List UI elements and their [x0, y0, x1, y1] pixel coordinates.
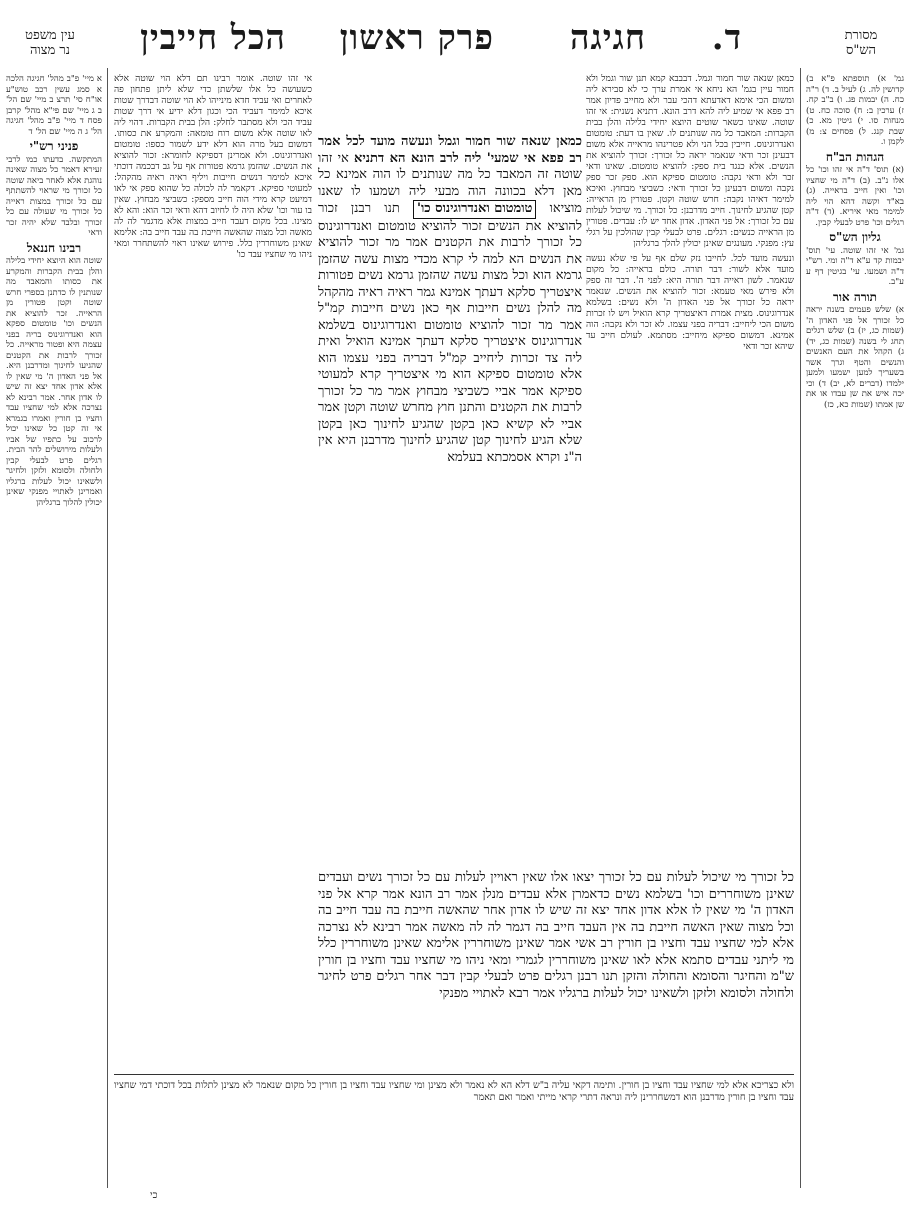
page-header: [0, 6, 914, 66]
gemara-body-5: שאינן משוחררין אלימא שאינן משוחררין כלל מי ליתני עבדים סתמא אלא לאו שאינן משוחררין לגמרי ומאי ניהו מי שחציו עבד וחציו בן חורין ש"מ והחיגר והסומא והחולה והזקן תנו רבנן רגלים פרט לבעלי קבין דבר אחר רגלים פרט לחיגר ולחולה ולסומא ולזקן ולשאינו יכול לעלות ברגליו אמר רבא לאתויי מפנקי: [318, 936, 794, 1001]
rashi-continuation: ונעשה מועד לכל. לחייבו נזק שלם אף על פי שלא נעשה מועד אלא לשור: דבר תורה. כולם בראייה: כל מקום שנאמר. לשון ראייה דבר תורה היא: לפני ה'. דבר זה ספק ולא פירש מאי טעמא: זכור להוציא את הנשים. שנאמר יראה כל זכורך אל פני האדון ה' ולא נשים: בשלמא אנדרוגינוס. מצית אמרת דאיצטריך קרא הואיל ויש לו זכרות משום הכי ליחייב: דבריה בפני עצמו. לא זכר ולא נקבה: הוה אמינא. דמשום ספיקא מיחייב: מסתמא. לעולם חייב עד שיהא זכר ודאי: [586, 254, 794, 352]
bottom-note-text: ולא כצריכא אלא למי שחציו עבד וחציו בן חורין. ותימה דקאי עליה ב"ש דלא הא לא נאמר ולא מצינן ומי שחציו עבד וחציו בן חורין כל מקום שנאמר לא מצינן לתלות בכל דוכתי דמי שחציו עבד וחציו בן חורין מדרבנן הוא דמשחררינן ליה ונראה דתרי קראי מייתי ואמר ואם תאמר: [114, 1080, 794, 1103]
ein-mishpat-text: א מיי' פ"ב מהל' חגיגה הלכה א סמג עשין רכב טוש"ע או"ח סי' תרצ ב מיי' שם הל' ב ג מיי' שם פי"א מהל' קרבן פסח ד מיי' פ"ב מהל' חגיגה הל' ג ה מיי' שם הל' ד: [6, 74, 102, 137]
tractate-name: חגיגה: [569, 18, 646, 58]
rabbenu-chananel-title: רבינו חננאל: [26, 240, 82, 255]
gemara-intro: כמאן שנאה שור חמור וגמל ונעשה מועד לכל אמר רב פפא אי שמעי' ליה לרב הונא הא דתניא: [318, 134, 582, 166]
rabbenu-chananel-text: שוטה הוא היוצא יחידי בלילה והלן בבית הקברות והמקרע את כסותו והמאבד מה שנותנין לו כדתנן בספרי חרש שוטה וקטן פטורין מן הראייה. זכר להוציא את הנשים וכו' טומטום ספקא הוא ואנדרוגינוס בריה בפני עצמה היא ופטור מראייה. כל זכורך לרבות את הקטנים שהגיעו לחינוך ומדרבנן היא. אל פני האדון ה' מי שאין לו אלא אדון אחד יצא זה שיש לו אדון אחר. אמר רבינא לא נצרכה אלא למי שחציו עבד וחציו בן חורין ואמרו בגמרא אי זה קטן כל שאינו יכול לרכוב על כתפיו של אביו ולעלות מירושלים להר הבית. רגלים פרט לבעלי קבין ולחולה ולסומא ולזקן ולחיגר ולשאינו יכול לעלות ברגליו ואמרינן לאתויי מפנקי שאינן יכולין להלוך ברגליהן: [6, 256, 102, 508]
rashi-column: [586, 74, 794, 844]
gemara-body-3: כל זכורך מי שיכול לעלות עם כל זכורך יצאו אלו שאין ראויין לעלות עם כל זכורך נשים ועבדים שאינן משוחררים וכו' בשלמא נשים כדאמרן אלא עבדים מנלן אמר רב הונא אמר קרא אל פני האדון ה' מי שאין לו אלא אדון אחד יצא זה שיש לו אדון אחר: [318, 870, 794, 918]
torah-ohr-text: א) שלש פעמים בשנה יראה כל זכורך אל פני האדון ה' (שמות כג, יז) ב) שלש רגלים תחג לי בשנה (שמות כג, יד) ג) הקהל את העם האנשים והנשים והטף וגרך אשר בשעריך למען ישמעו ולמען ילמדו (דברים לא, יב) ד) וכי יכה איש את שן עבדו או את שן אמתו (שמות כא, כז): [806, 305, 904, 410]
gemara-body-4: שהאשה חייבת בה עבד חייב בה וכל מצוה שאין האשה חייבת בה אין העבד חייב בה דגמר לה לה מאשה אמר רבינא לא נצרכה אלא למי שחציו עבד וחציו בן חורין רב אשי אמר: [318, 903, 794, 951]
perushim-title: פניני רש"י: [29, 139, 79, 153]
chapter-title: הכל חייבין: [140, 18, 286, 58]
left-margin-rule: [107, 68, 108, 1188]
gemara-main: [318, 134, 582, 866]
bottom-rule: [114, 1074, 794, 1075]
page-number: כי: [150, 1190, 158, 1201]
masoret-text: גמ' א) תוספתא פ"א ב) קדושין לה. ג) לעיל ב. ד) ר"ה כח. ה) יבמות פג. ו) ב"ב קח. ז) ערכין ב: ח) סוכה כח. ט) מנחות סו. י) גיטין מא. כ) שבת קנג. ל) פסחים צ: מ) לקמן ו.: [806, 74, 904, 147]
ein-mishpat-label: עין משפט נר מצוה: [25, 28, 75, 58]
right-margin: [806, 74, 904, 1194]
tosafot-column: [114, 74, 312, 1064]
gilyon-text: גמ' אי זהו שוטה. עי' תוס' יבמות קד ע"א ד"ה ומי. רש"י ד"ה ושמעו. עי' בגיטין דף ע ע"ב.: [806, 245, 904, 287]
left-margin: [6, 74, 102, 1194]
bottom-note: [114, 1080, 794, 1188]
gemara-body-2: תנו רבנן זכור להוציא את הנשים זכור להוציא טומטום ואנדרוגינוס כל זכורך לרבות את הקטנים אמר מר זכור להוציא את הנשים הא למה לי קרא מכדי מצות עשה שהזמן גרמא הוא וכל מצות עשה שהזמן גרמא נשים פטורות איצטריך סלקא דעתך אמינא גמר ראיה ראיה מהקהל מה להלן נשים חייבות אף כאן נשים חייבות קמ"ל אמר מר זכור להוציא טומטום ואנדרוגינוס בשלמא אנדרוגינוס איצטריך סלקא דעתך אמינא הואיל ואית ליה צד זכרות ליחייב קמ"ל דבריה בפני עצמו הוא אלא טומטום ספיקא הוא מי איצטריך קרא למעוטי ספיקא אמר אביי כשביצי מבחוץ אמר מר כל זכורך לרבות את הקטנים והתנן חוץ מחרש שוטה וקטן אמר אביי לא קשיא כאן בקטן שהגיע לחינוך כאן בקטן שלא הגיע לחינוך קטן שהגיע לחינוך מדרבנן היא אין ה"נ וקרא אסמכתא בעלמא: [318, 201, 582, 465]
tosafot-text: אי זהו שוטה. אומר רבינו תם דלא הוי שוטה אלא כשעושה כל אלו שלשתן כדי שלא ליתן פתחון פה לאחרים ואי עביד חדא מינייהו לא הוי שוטה דבדרך שטות איכא למימר דעביד הכי וכגון דלא ידיע אי דרך שטות עביד הכי ולא מסתבר לחלק: הלן בבית הקברות. דהוי ליה לאו שוטה אלא משום רוח טומאה: והמקרע את כסותו. דמשום בעל מרה הוא דלא ידע לשמור כספו: טומטום ואנדרוגינוס. ולא אמרינן דספיקא לחומרא: זכור להוציא את הנשים. שהזמן גרמא פטורות אף על גב דבכמה דוכתי איכא למימר דנשים חייבות ויליף ראיה ראיה מהקהל: למעוטי ספיקא. דקאמר לה לכולה כל שהוא ספק אי לאו דמיעט קרא מידי הוה חייב מספק: כשביצי מבחוץ. שאין בו עור וכו' שלא היה לו לחיוב דהא ודאי זכר הוא: והא לא מצינו. בכל מקום דעבד חייב במצות אלא מדגמר לה לה מאשה וכל מצוה שהאשה חייבת בה עבד חייב בה: אלימא שאינן משוחררין כלל. פירוש שאינו ראוי להשתחרר ומאי ניהו מי שחציו עבד כו': [114, 74, 312, 260]
gemara-body-1: אי זהו שוטה זה המאבד כל מה שנותנים לו הוה אמינא כל מאן דלא בכוונה הוה מבעי ליה ושמעו לו שאנו מוציאו: [318, 150, 582, 216]
chapter-name: פרק ראשון: [339, 18, 494, 58]
perushim-text: המתקשה. בדעתו כמו לרבי זעירא דאמר כל מצוה שאינה נוהגת אלא לאחר ביאה שוטה כל זכורך מי שראוי להשתתף עם כל זכורך במצות ראייה כל זכורך מי שעולה עם כל זכורך ובלבד שלא יהיה זכר ודאי: [6, 154, 102, 238]
right-margin-rule: [800, 68, 801, 1188]
daf-number: ד.: [711, 18, 742, 58]
masoret-label: מסורת הש"ס: [844, 28, 878, 58]
torah-ohr-title: תורה אור: [832, 289, 878, 304]
mishnah-boxed-term: טומטום ואנדרוגינוס כו': [413, 200, 536, 219]
rashi-text: כמאן שנאה שור חמור וגמל. דבבבא קמא תנן שור וגמל ולא חמור עיין בגמ' הא ניחא אי אמרת ערך כי לא סבירא ליה ומשום הכי אימא דאדעתא דהכי עבר ולא מחייב פדיון אמר רב פפא אי שמיע ליה להא דרב הונא. דתניא נשנית: אי זהו שוטה. שאינו כשאר שוטים היוצא יחידי בלילה והלן בבית הקברות: המאבד כל מה שנותנים לו. שאין בו דעת: טומטום ואנדרוגינוס. חייבין בכל הני ולא פטרינהו מראייה אלא משום דבעינן זכר ודאי שנאמר יראה כל זכורך: זכורך להוציא את הנשים. אלא כנגד בית ספק: להוציא טומטום. שאינו ודאי זכר ולא ודאי נקבה: טומטום ספיקא הוא. ספק זכר ספק נקבה ומשום דבעינן כל זכורך ודאי: כשביצי מבחוץ. ואיכא למימר דאיהו נקבה: חרש שוטה וקטן. פטורין מן הראייה: קטן שהגיע לחינוך. חייב מדרבנן: כל זכורך. מי שיכול לעלות עם כל זכורך: אל פני האדון. אדון אחד יש לו: עבדים. פטורין מן הראייה כנשים: רגלים. פרט לבעלי קבין שהולכין על רגלי עץ: מפנקי. מעונגים שאינן יכולין להלך ברגליהן: [586, 74, 794, 249]
hagahot-title: הגהות הב"ח: [825, 149, 885, 164]
gemara-lower: [318, 870, 794, 1068]
hagahot-text: (א) תוס' ד"ה אי זהו וכו' כל אלו נ"ב. (ב) ד"ה מי שחציו וכו' ואין חייב בראייה. (ג) בא"ד וקשה דהא הוי ליה למימר מאי איריא. (ד) ד"ה רגלים וכו' פרט לבעלי קבין.: [806, 165, 904, 228]
gilyon-title: גליון הש"ס: [829, 230, 881, 244]
